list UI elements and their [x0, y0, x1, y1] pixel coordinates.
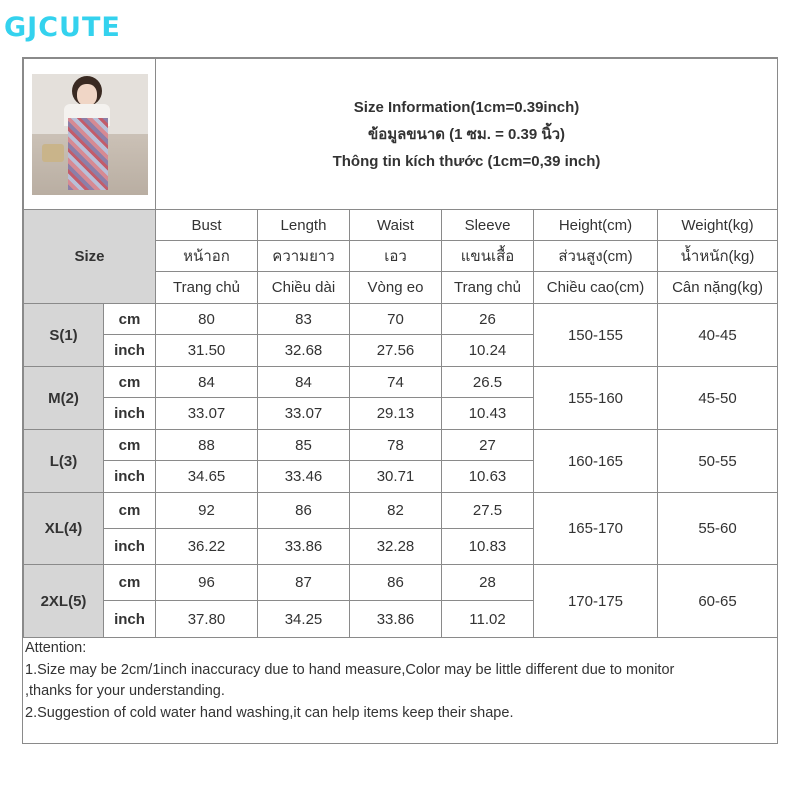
column-header-th-5: ส่วนสูง(cm)	[534, 241, 658, 272]
product-photo	[32, 74, 148, 195]
title-vietnamese: Thông tin kích thước (1cm=0,39 inch)	[332, 152, 601, 170]
weight-range: 50-55	[658, 430, 778, 493]
title-english: Size Information(1cm=0.39inch)	[353, 98, 580, 116]
measurement-cm: 78	[350, 430, 442, 461]
size-label: XL(4)	[24, 493, 104, 565]
table-row	[24, 493, 778, 529]
measurement-inch: 33.07	[156, 398, 258, 430]
column-header-en-4: Sleeve	[442, 210, 534, 241]
measurement-cm: 88	[156, 430, 258, 461]
height-range: 170-175	[534, 565, 658, 638]
weight-range: 40-45	[658, 304, 778, 367]
measurement-inch: 33.46	[258, 461, 350, 493]
size-column-label: Size	[24, 210, 156, 304]
unit-inch: inch	[104, 461, 156, 493]
measurement-inch: 29.13	[350, 398, 442, 430]
weight-range: 55-60	[658, 493, 778, 565]
height-range: 165-170	[534, 493, 658, 565]
measurement-cm: 96	[156, 565, 258, 601]
measurement-inch: 10.24	[442, 335, 534, 367]
size-table	[23, 58, 778, 638]
measurement-cm: 82	[350, 493, 442, 529]
measurement-inch: 34.65	[156, 461, 258, 493]
measurement-cm: 70	[350, 304, 442, 335]
size-label: M(2)	[24, 367, 104, 430]
measurement-cm: 84	[156, 367, 258, 398]
unit-inch: inch	[104, 335, 156, 367]
measurement-cm: 84	[258, 367, 350, 398]
measurement-inch: 30.71	[350, 461, 442, 493]
column-header-vi-4: Trang chủ	[442, 272, 534, 304]
product-photo-cell	[24, 59, 156, 210]
measurement-inch: 33.07	[258, 398, 350, 430]
table-row	[24, 565, 778, 601]
measurement-inch: 32.28	[350, 529, 442, 565]
column-header-th-1: หน้าอก	[156, 241, 258, 272]
column-header-en-2: Length	[258, 210, 350, 241]
measurement-cm: 74	[350, 367, 442, 398]
column-header-th-6: น้ำหนัก(kg)	[658, 241, 778, 272]
table-row	[24, 430, 778, 461]
size-label: 2XL(5)	[24, 565, 104, 638]
note-line-1: 1.Size may be 2cm/1inch inaccuracy due to hand measure,Color may be little different due to monitor	[25, 661, 675, 678]
measurement-cm: 87	[258, 565, 350, 601]
measurement-inch: 33.86	[350, 601, 442, 638]
measurement-cm: 92	[156, 493, 258, 529]
height-range: 150-155	[534, 304, 658, 367]
weight-range: 60-65	[658, 565, 778, 638]
height-range: 155-160	[534, 367, 658, 430]
measurement-cm: 26.5	[442, 367, 534, 398]
column-header-th-4: แขนเสื้อ	[442, 241, 534, 272]
attention-heading: Attention:	[25, 640, 87, 656]
column-header-en-3: Waist	[350, 210, 442, 241]
unit-inch: inch	[104, 601, 156, 638]
measurement-inch: 32.68	[258, 335, 350, 367]
measurement-cm: 83	[258, 304, 350, 335]
measurement-cm: 27	[442, 430, 534, 461]
measurement-inch: 36.22	[156, 529, 258, 565]
measurement-inch: 27.56	[350, 335, 442, 367]
table-row	[24, 367, 778, 398]
column-header-th-2: ความยาว	[258, 241, 350, 272]
measurement-inch: 34.25	[258, 601, 350, 638]
measurement-inch: 37.80	[156, 601, 258, 638]
measurement-cm: 80	[156, 304, 258, 335]
measurement-inch: 33.86	[258, 529, 350, 565]
unit-cm: cm	[104, 493, 156, 529]
table-row	[24, 304, 778, 335]
column-header-vi-1: Trang chủ	[156, 272, 258, 304]
measurement-cm: 85	[258, 430, 350, 461]
measurement-inch: 10.43	[442, 398, 534, 430]
column-header-vi-2: Chiều dài	[258, 272, 350, 304]
column-header-vi-6: Cân nặng(kg)	[658, 272, 778, 304]
size-chart	[22, 57, 778, 744]
size-label: L(3)	[24, 430, 104, 493]
measurement-cm: 86	[350, 565, 442, 601]
attention-notes	[25, 638, 775, 724]
unit-cm: cm	[104, 304, 156, 335]
weight-range: 45-50	[658, 367, 778, 430]
brand-logo: GJCUTE	[4, 12, 121, 43]
unit-cm: cm	[104, 565, 156, 601]
measurement-cm: 28	[442, 565, 534, 601]
size-info-header	[156, 59, 778, 210]
column-header-vi-5: Chiều cao(cm)	[534, 272, 658, 304]
column-header-vi-3: Vòng eo	[350, 272, 442, 304]
note-line-2: ,thanks for your understanding.	[25, 683, 225, 699]
measurement-cm: 27.5	[442, 493, 534, 529]
measurement-inch: 31.50	[156, 335, 258, 367]
unit-cm: cm	[104, 367, 156, 398]
unit-cm: cm	[104, 430, 156, 461]
measurement-cm: 86	[258, 493, 350, 529]
measurement-inch: 11.02	[442, 601, 534, 638]
measurement-cm: 26	[442, 304, 534, 335]
column-header-th-3: เอว	[350, 241, 442, 272]
note-line-3: 2.Suggestion of cold water hand washing,it can help items keep their shape.	[25, 704, 514, 721]
measurement-inch: 10.63	[442, 461, 534, 493]
title-thai: ข้อมูลขนาด (1 ซม. = 0.39 นิ้ว)	[367, 125, 566, 143]
height-range: 160-165	[534, 430, 658, 493]
column-header-en-6: Weight(kg)	[658, 210, 778, 241]
measurement-inch: 10.83	[442, 529, 534, 565]
column-header-en-5: Height(cm)	[534, 210, 658, 241]
unit-inch: inch	[104, 529, 156, 565]
unit-inch: inch	[104, 398, 156, 430]
column-header-en-1: Bust	[156, 210, 258, 241]
size-label: S(1)	[24, 304, 104, 367]
